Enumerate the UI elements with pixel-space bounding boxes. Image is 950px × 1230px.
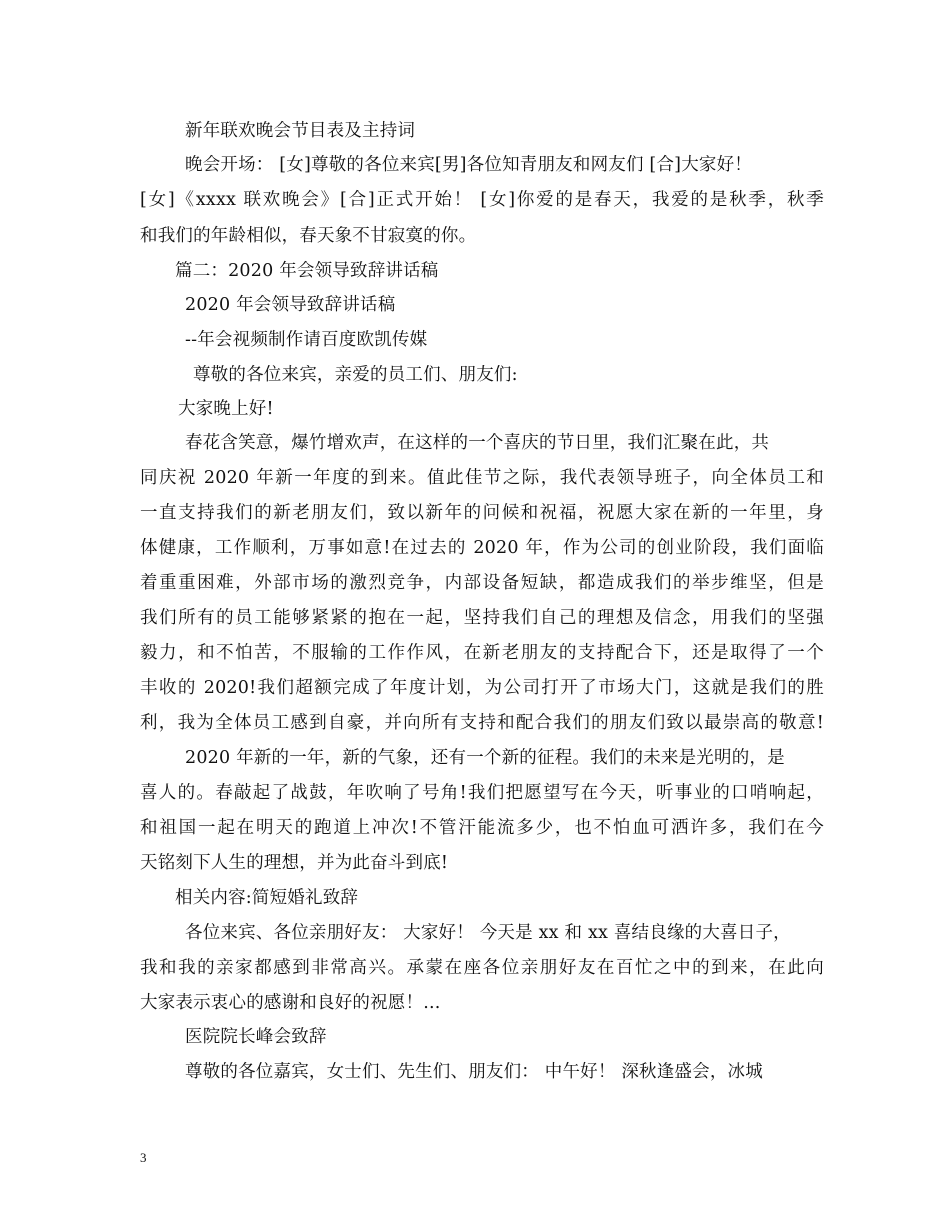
text-line: [女]《xxxx 联欢晚会》[合]正式开始！ [女]你爱的是春天，我爱的是秋季，秋季 xyxy=(140,190,824,210)
text-line-title: 新年联欢晚会节目表及主持词 xyxy=(185,121,416,141)
text-line: 我和我的亲家都感到非常高兴。承蒙在座各位亲朋好友在百忙之中的到来，在此向 xyxy=(140,958,824,978)
text-line: 各位来宾、各位亲朋好友： 大家好！ 今天是 xx 和 xx 喜结良缘的大喜日子， xyxy=(185,923,791,943)
section-subtitle: 2020 年会领导致辞讲话稿 xyxy=(185,295,396,315)
section-heading: 篇二：2020 年会领导致辞讲话稿 xyxy=(175,261,439,281)
text-line: 春花含笑意，爆竹增欢声，在这样的一个喜庆的节日里，我们汇聚在此，共 xyxy=(185,433,770,453)
page-number: 3 xyxy=(140,1150,147,1165)
text-line: 和祖国一起在明天的跑道上冲次!不管汗能流多少，也不怕血可洒许多，我们在今 xyxy=(140,818,824,838)
text-line: 喜人的。春敲起了战鼓，年吹响了号角!我们把愿望写在今天，听事业的口哨响起， xyxy=(140,783,824,803)
text-line: 和我们的年龄相似，春天象不甘寂寞的你。 xyxy=(140,226,477,246)
text-line: 大家表示衷心的感谢和良好的祝愿！... xyxy=(140,993,441,1013)
text-line: 丰收的 2020!我们超额完成了年度计划，为公司打开了市场大门，这就是我们的胜 xyxy=(140,678,824,698)
text-line: 晚会开场： [女]尊敬的各位来宾[男]各位知青朋友和网友们 [合]大家好！ xyxy=(185,155,752,175)
section-heading: 相关内容:简短婚礼致辞 xyxy=(175,888,359,908)
text-line: 体健康，工作顺利，万事如意!在过去的 2020 年，作为公司的创业阶段，我们面临 xyxy=(140,538,824,558)
section-heading: 医院院长峰会致辞 xyxy=(185,1027,327,1047)
text-line: --年会视频制作请百度欧凯传媒 xyxy=(185,330,428,350)
text-line: 我们所有的员工能够紧紧的抱在一起，坚持我们自己的理想及信念，用我们的坚强 xyxy=(140,608,824,628)
text-line: 2020 年新的一年，新的气象，还有一个新的征程。我们的未来是光明的，是 xyxy=(185,748,785,768)
greeting: 大家晚上好! xyxy=(178,399,274,419)
text-line: 尊敬的各位嘉宾，女士们、先生们、朋友们： 中午好！ 深秋逢盛会，冰城 xyxy=(185,1062,763,1082)
salutation: 尊敬的各位来宾，亲爱的员工们、朋友们: xyxy=(193,365,518,385)
text-line: 毅力，和不怕苦，不服输的工作作风，在新老朋友的支持配合下，还是取得了一个 xyxy=(140,643,824,663)
text-line: 天铭刻下人生的理想，并为此奋斗到底! xyxy=(140,853,449,873)
text-line: 着重重困难，外部市场的激烈竞争，内部设备短缺，都造成我们的举步维坚，但是 xyxy=(140,573,824,593)
text-line: 同庆祝 2020 年新一年度的到来。值此佳节之际，我代表领导班子，向全体员工和 xyxy=(140,468,824,488)
text-line: 一直支持我们的新老朋友们，致以新年的问候和祝福，祝愿大家在新的一年里，身 xyxy=(140,503,824,523)
text-line: 利，我为全体员工感到自豪，并向所有支持和配合我们的朋友们致以最崇高的敬意! xyxy=(140,713,824,733)
